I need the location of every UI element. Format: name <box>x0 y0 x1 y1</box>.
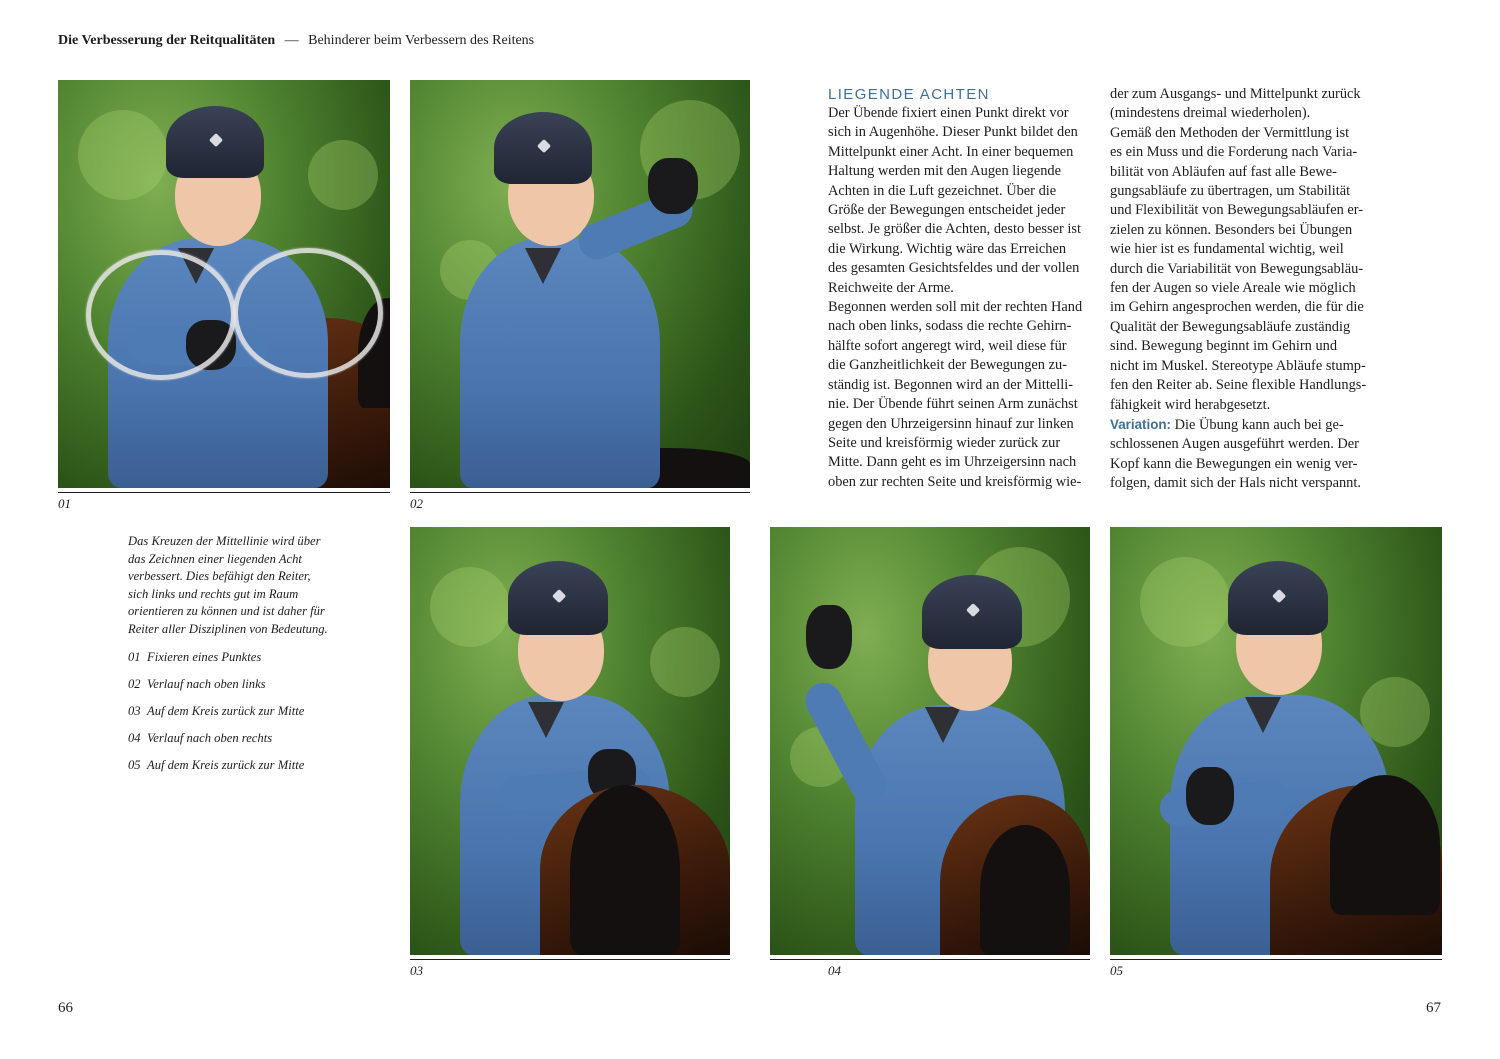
line: die Wirkung. Wichtig wäre das Erreichen <box>828 240 1067 257</box>
line: fähigkeit wird herabgesetzt. <box>1110 396 1271 413</box>
glove <box>806 605 852 669</box>
line: durch die Variabilität von Bewegungsabläu- <box>1110 260 1364 277</box>
glove <box>648 158 698 214</box>
article-title: LIEGENDE ACHTEN <box>828 86 990 103</box>
caption-item: 02 Verlauf nach oben links <box>128 676 266 691</box>
line: die Ganzheitlichkeit der Bewegungen zu- <box>828 357 1067 374</box>
header-separator: — <box>284 33 299 48</box>
line: der zum Ausgangs- und Mittelpunkt zurück <box>1110 86 1361 102</box>
line: oben zur rechten Seite und kreisförmig wie- <box>828 473 1082 490</box>
running-header <box>58 33 534 49</box>
photo-02 <box>410 80 750 488</box>
line: Achten in die Luft gezeichnet. Über die <box>828 182 1057 199</box>
photo-number: 02 <box>410 496 423 511</box>
line: zielen zu können. Besonders bei Übungen <box>1110 221 1353 238</box>
line: im Gehirn angesprochen werden, die für die <box>1110 299 1364 316</box>
line: gegen den Uhrzeigersinn hinauf zur linken <box>828 415 1074 432</box>
line: selbst. Je größer die Achten, desto besser ist <box>828 221 1081 238</box>
line: nie. Der Übende führt seinen Arm zunächst <box>828 396 1078 413</box>
page-number-right: 67 <box>1426 1000 1441 1016</box>
photo-number: 03 <box>410 963 423 978</box>
line: Mittelpunkt einer Acht. In einer bequemen <box>828 143 1074 160</box>
variation-label: Variation: <box>1110 416 1172 432</box>
caption-list <box>128 649 328 775</box>
line: bilität von Abläufen auf fast alle Bewe- <box>1110 163 1337 180</box>
helmet <box>166 106 264 178</box>
line: fen der Augen so viele Areale wie möglich <box>1110 280 1356 297</box>
line: folgen, damit sich der Hals nicht verspannt. <box>1110 475 1361 492</box>
caption-item: 03 Auf dem Kreis zurück zur Mitte <box>128 703 305 718</box>
article-column-2 <box>1110 85 1390 494</box>
caption-intro: Das Kreuzen der Mittellinie wird über das Zeichnen einer liegenden Acht verbessert. Dies befähigt den Reiter, sich links und rechts gut im Raum orientieren zu können und ist daher für Reiter aller Disziplinen von Bedeutung. <box>128 534 328 636</box>
figure-eight-left-loop <box>86 250 236 380</box>
section-title: Behinderer beim Verbessern des Reitens <box>308 33 535 48</box>
chapter-title: Die Verbesserung der Reitqualitäten <box>58 33 276 48</box>
caption-item: 01 Fixieren eines Punktes <box>128 649 262 664</box>
line: es ein Muss und die Forderung nach Varia- <box>1110 144 1358 161</box>
line: Mitte. Dann geht es im Uhrzeigersinn nach <box>828 454 1077 471</box>
line: Begonnen werden soll mit der rechten Hand <box>828 299 1083 316</box>
line: Seite und kreisförmig wieder zurück zur <box>828 434 1061 451</box>
helmet <box>1228 561 1328 635</box>
line: nicht im Muskel. Stereotype Abläufe stump- <box>1110 357 1366 374</box>
line: Kopf kann die Bewegungen ein wenig ver- <box>1110 455 1358 472</box>
figure-eight-right-loop <box>233 248 383 378</box>
helmet <box>508 561 608 635</box>
line: Haltung werden mit den Augen liegende <box>828 163 1061 180</box>
photo-01 <box>58 80 390 488</box>
glove <box>1186 767 1234 825</box>
line: fen den Reiter ab. Seine flexible Handlungs- <box>1110 377 1367 394</box>
photo-03 <box>410 527 730 955</box>
photo-05 <box>1110 527 1442 955</box>
variation-text: Die Übung kann auch bei ge- <box>1171 416 1344 433</box>
article-column-1 <box>828 85 1096 492</box>
photo-number: 05 <box>1110 963 1123 978</box>
photo-caption <box>128 533 328 783</box>
photo-number: 04 <box>828 963 841 978</box>
line: sind. Bewegung beginnt im Gehirn und <box>1110 338 1338 355</box>
line: hälfte sofort angeregt wird, weil diese für <box>828 337 1067 354</box>
line: schlossenen Augen ausgeführt werden. Der <box>1110 436 1359 453</box>
caption-item: 04 Verlauf nach oben rechts <box>128 730 273 745</box>
photo-number: 01 <box>58 496 71 511</box>
line: wie hier ist es fundamental wichtig, weil <box>1110 241 1344 258</box>
line: sich in Augenhöhe. Dieser Punkt bildet den <box>828 124 1078 141</box>
helmet <box>494 112 592 184</box>
variation-line <box>1110 415 1390 435</box>
line: gungsabläufe zu übertragen, um Stabilität <box>1110 183 1351 200</box>
line: (mindestens dreimal wiederholen). <box>1110 105 1311 122</box>
photo-04 <box>770 527 1090 955</box>
line: Der Übende fixiert einen Punkt direkt vor <box>828 105 1069 121</box>
line: Reichweite der Arme. <box>828 279 954 296</box>
line: Qualität der Bewegungsabläufe zuständig <box>1110 318 1351 335</box>
line: Gemäß den Methoden der Vermittlung ist <box>1110 124 1350 141</box>
line: ständig ist. Begonnen wird an der Mittelli- <box>828 376 1073 393</box>
caption-item: 05 Auf dem Kreis zurück zur Mitte <box>128 757 305 772</box>
line: und Flexibilität von Bewegungsabläufen er- <box>1110 202 1364 219</box>
line: des gesamten Gesichtsfeldes und der vollen <box>828 260 1080 277</box>
line: Größe der Bewegungen entscheidet jeder <box>828 202 1066 219</box>
helmet <box>922 575 1022 649</box>
line: nach oben links, sodass die rechte Gehirn- <box>828 318 1072 335</box>
page-number-left: 66 <box>58 1000 73 1016</box>
